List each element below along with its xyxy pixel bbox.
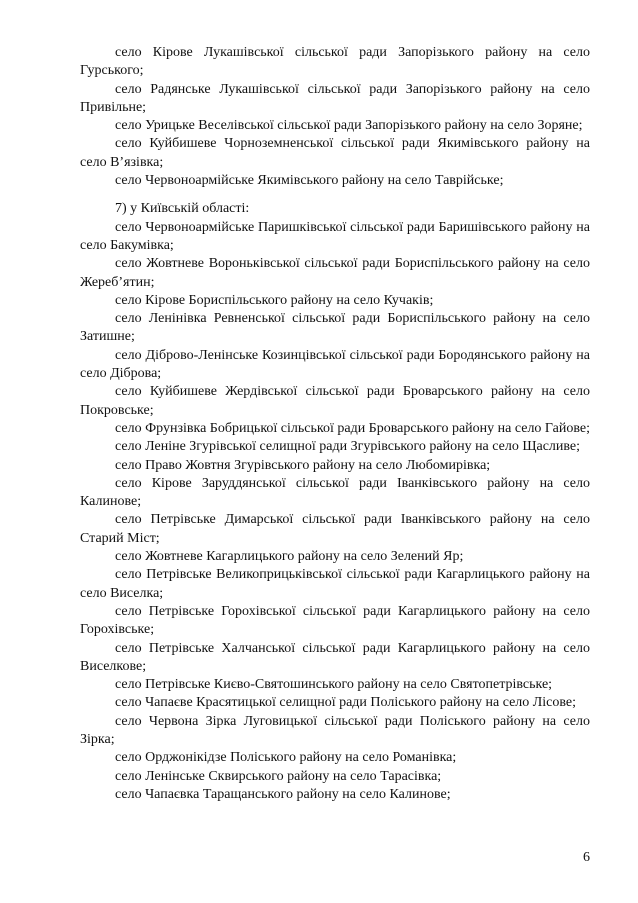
list-item: село Червоноармійське Паришківської сільської ради Баришівського району на село Бакумівка; (80, 219, 590, 253)
list-item: село Червоноармійське Якимівського району на село Таврійське; (115, 173, 504, 189)
list-item: село Орджонікідзе Поліського району на село Романівка; (115, 750, 457, 766)
list-item: село Куйбишеве Чорноземненської сільської ради Якимівського району на село В’язівка; (80, 136, 590, 170)
list-item: село Петрівське Халчанської сільської ради Кагарлицького району на село Виселкове; (80, 640, 590, 674)
list-item: село Петрівське Горохівської сільської ради Кагарлицького району на село Горохівське; (80, 603, 590, 638)
list-item: село Леніне Згурівської селищної ради Згурівського району на село Щасливе; (115, 439, 581, 455)
list-item: село Ленінівка Ревненської сільської ради Бориспільського району на село Затишне; (80, 311, 590, 345)
list-item: село Право Жовтня Згурівського району на село Любомирівка; (115, 457, 491, 473)
list-item: село Петрівське Димарської сільської ради Іванківського району на село Старий Міст; (80, 512, 590, 546)
list-item: село Петрівське Києво-Святошинського району на село Святопетрівське; (115, 677, 553, 693)
document-body (80, 44, 590, 804)
list-item: село Кірове Лукашівської сільської ради Запорізького району на село Гурського; (80, 45, 590, 79)
list-item: село Чапаєвка Таращанського району на село Калинове; (115, 786, 451, 802)
section-heading: 7) у Київській області: (115, 201, 250, 217)
list-item: село Петрівське Великоприцьківської сільської ради Кагарлицького району на село Виселка; (80, 567, 590, 601)
list-item: село Діброво-Ленінське Козинцівської сільської ради Бородянського району на село Діброва; (80, 347, 590, 382)
list-item: село Чапаєве Красятицької селищної ради Поліського району на село Лісове; (115, 695, 577, 711)
list-item: село Куйбишеве Жердівської сільської ради Броварського району на село Покровське; (80, 384, 590, 418)
list-item: село Жовтневе Кагарлицького району на село Зелений Яр; (115, 549, 464, 565)
page-number: 6 (583, 850, 590, 865)
list-item: село Радянське Лукашівської сільської ради Запорізького району на село Привільне; (80, 81, 590, 115)
list-item: село Жовтневе Вороньківської сільської ради Бориспільського району на село Жереб’ятин; (80, 256, 590, 290)
list-item: село Фрунзівка Бобрицької сільської ради Броварського району на село Гайове; (115, 420, 591, 436)
list-item: село Червона Зірка Луговицької сільської ради Поліського району на село Зірка; (80, 713, 590, 747)
list-item: село Ленінське Сквирського району на село Тарасівка; (115, 768, 442, 784)
list-item: село Урицьке Веселівської сільської ради Запорізького району на село Зоряне; (115, 118, 583, 134)
list-item: село Кірове Бориспільського району на село Кучаків; (115, 292, 434, 308)
list-item: село Кірове Заруддянської сільської ради Іванківського району на село Калинове; (80, 475, 590, 510)
